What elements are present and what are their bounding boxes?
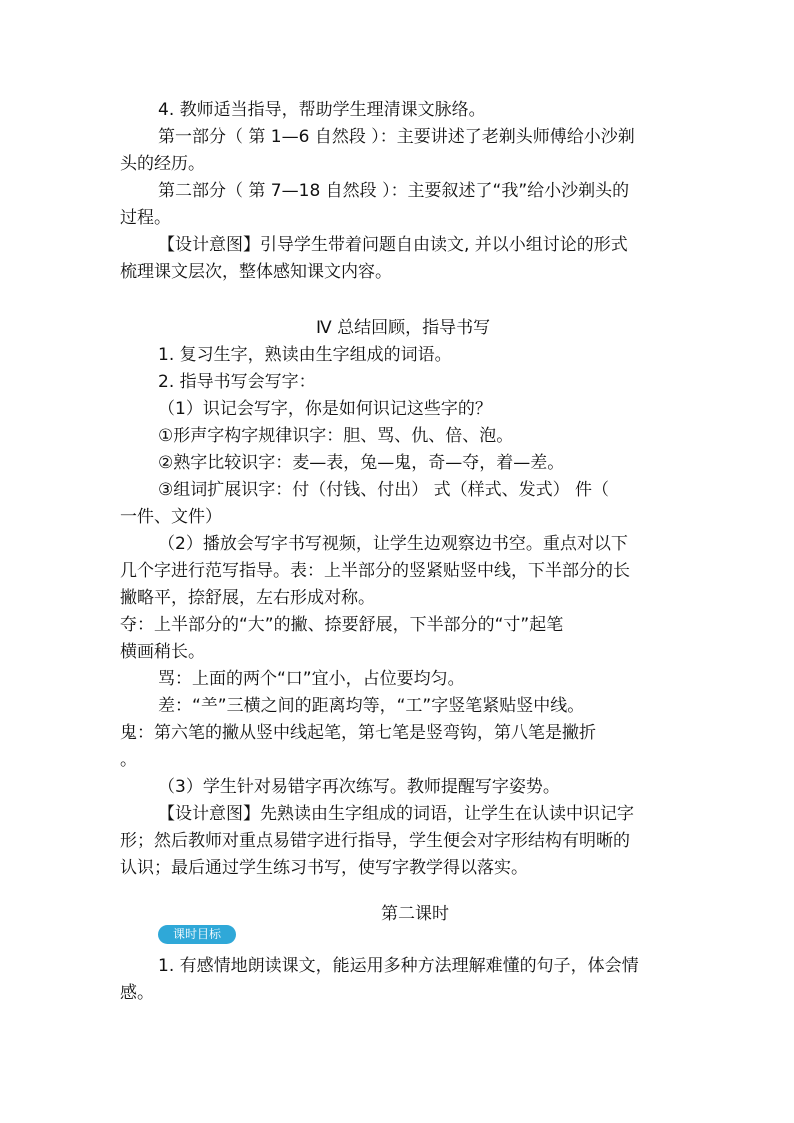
paragraph-text: 几个字进行范写指导。表：上半部分的竖紧贴竖中线，下半部分的长 bbox=[120, 561, 630, 581]
paragraph-text: 4. 教师适当指导，帮助学生理清课文脉络。 bbox=[158, 100, 486, 120]
design-intent-paragraph: 梳理课文层次，整体感知课文内容。 bbox=[120, 262, 392, 282]
design-intent-paragraph: 【设计意图】先熟读由生字组成的词语，让学生在认读中识记字 bbox=[158, 804, 634, 824]
design-intent-paragraph: 认识；最后通过学生练习书写，使写字教学得以落实。 bbox=[120, 858, 528, 878]
paragraph-text: 过程。 bbox=[120, 208, 171, 228]
paragraph-text: 1. 有感情地朗读课文，能运用多种方法理解难懂的句子，体会情 bbox=[158, 956, 639, 976]
paragraph-text: ①形声字构字规律识字：胆、骂、仇、倍、泡。 bbox=[158, 426, 514, 446]
section-heading: Ⅳ 总结回顾，指导书写 bbox=[316, 318, 491, 338]
paragraph-text: 夺：上半部分的“大”的撇、捺要舒展，下半部分的“寸”起笔 bbox=[120, 615, 564, 635]
paragraph-text: ③组词扩展识字：付（付钱、付出） 式（样式、发式） 件（ bbox=[158, 480, 610, 500]
design-intent-paragraph: 【设计意图】引导学生带着问题自由读文, 并以小组讨论的形式 bbox=[158, 235, 628, 255]
paragraph-text: 1. 复习生字，熟读由生字组成的词语。 bbox=[158, 345, 452, 365]
lesson-goals-badge: 课时目标 bbox=[158, 925, 236, 944]
paragraph-text: 骂：上面的两个“口”宜小，占位要均匀。 bbox=[158, 669, 465, 689]
paragraph-text: 一件、文件） bbox=[120, 507, 222, 527]
paragraph-text: 头的经历。 bbox=[120, 154, 205, 174]
paragraph-text: 2. 指导书写会写字： bbox=[158, 372, 316, 392]
paragraph-text: ②熟字比较识字：麦—表，兔—鬼，奇—夺，着—差。 bbox=[158, 453, 565, 473]
paragraph-text: 第一部分（ 第 1—6 自然段 ）：主要讲述了老剃头师傅给小沙剃 bbox=[158, 127, 635, 147]
design-intent-paragraph: 形；然后教师对重点易错字进行指导，学生便会对字形结构有明晰的 bbox=[120, 831, 630, 851]
paragraph-text: （3）学生针对易错字再次练写。教师提醒写字姿势。 bbox=[158, 777, 560, 797]
paragraph-text: （2）播放会写字书写视频，让学生边观察边书空。重点对以下 bbox=[158, 534, 628, 554]
paragraph-text: （1）识记会写字，你是如何识记这些字的？ bbox=[158, 399, 492, 419]
paragraph-text: 差：“⺷”三横之间的距离均等，“工”字竖笔紧贴竖中线。 bbox=[158, 696, 585, 716]
paragraph-text: 鬼：第六笔的撇从竖中线起笔，第七笔是竖弯钩，第八笔是撇折 bbox=[120, 723, 596, 743]
paragraph-text: 。 bbox=[120, 750, 137, 770]
paragraph-text: 横画稍长。 bbox=[120, 642, 205, 662]
paragraph-text: 撇略平，捺舒展，左右形成对称。 bbox=[120, 588, 375, 608]
lesson-heading: 第二课时 bbox=[381, 904, 449, 924]
paragraph-text: 感。 bbox=[120, 983, 154, 1003]
paragraph-text: 第二部分（ 第 7—18 自然段 ）：主要叙述了“我”给小沙剃头的 bbox=[158, 181, 630, 201]
